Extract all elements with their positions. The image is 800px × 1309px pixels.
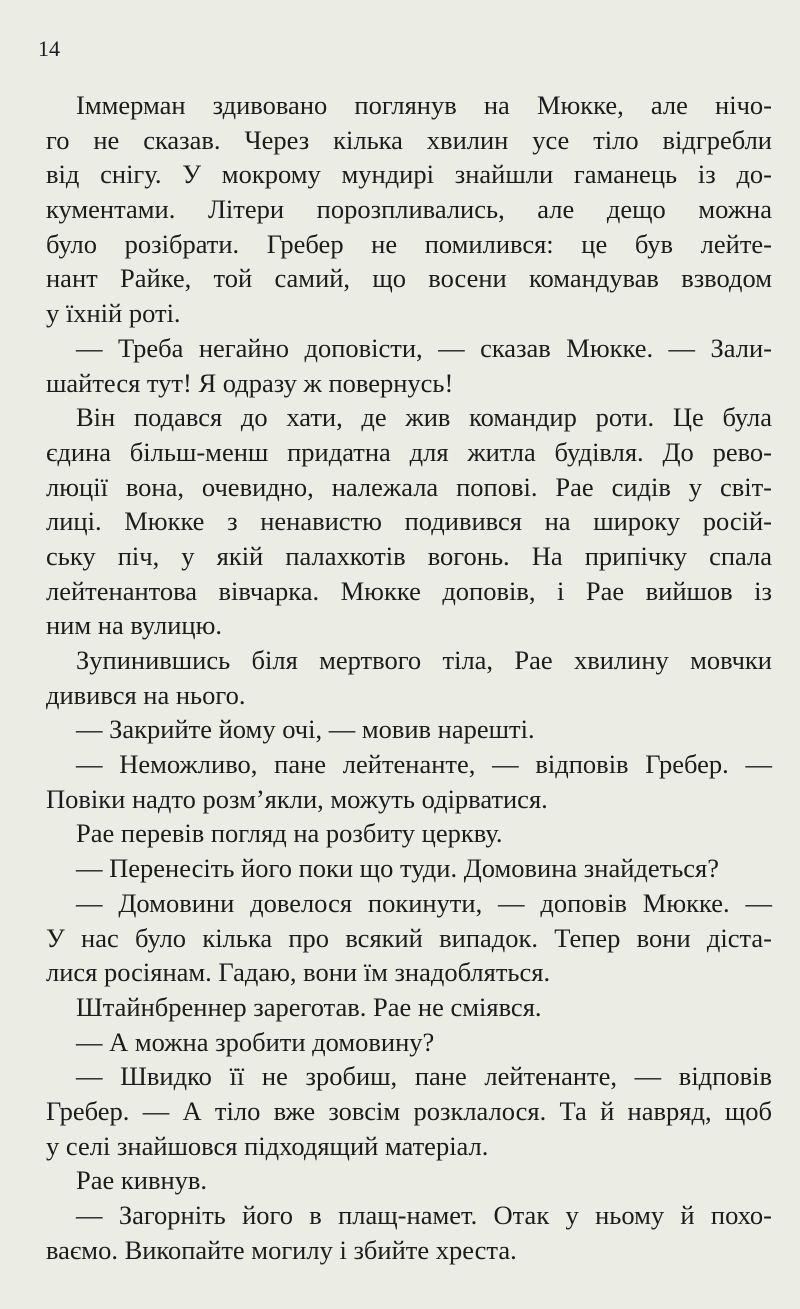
text-line: Рае перевів погляд на розбиту церкву. [76, 818, 503, 849]
paragraph [46, 88, 772, 331]
text-line: — Загорніть його в плащ-намет. Отак у ньому й похо- [76, 1200, 772, 1230]
text-line: Зупинившись біля мертвого тіла, Рае хвилину мовчки [76, 645, 772, 675]
text-line: від снігу. У мокрому мундирі знайшли гаманець із до- [46, 159, 772, 190]
paragraph [46, 1198, 772, 1267]
text-line: ваємо. Викопайте могилу і збийте хреста. [46, 1234, 517, 1265]
paragraph [46, 816, 772, 851]
text-line: було розібрати. Гребер не помилився: це був лейте- [46, 228, 772, 259]
text-line: У нас було кілька про всякий випадок. Тепер вони діста- [46, 922, 772, 953]
text-line: у селі знайшовся підходящий матеріал. [46, 1130, 489, 1161]
text-line: — Перенесіть його поки що туди. Домовина знайдеться? [76, 853, 720, 884]
text-line: — Треба негайно доповісти, — сказав Мюкке. — Зали- [76, 332, 772, 363]
text-line: шайтеся тут! Я одразу ж повернусь! [46, 367, 454, 398]
text-line: лейтенантова вівчарка. Мюкке доповів, і Рае вийшов із [46, 575, 772, 606]
text-line: у їхній роті. [46, 298, 181, 329]
text-line: Рае кивнув. [76, 1165, 208, 1196]
text-line: — Швидко її не зробиш, пане лейтенанте, — відповів [76, 1061, 772, 1092]
paragraph [46, 712, 772, 747]
text-line: го не сказав. Через кілька хвилин усе тіло відгребли [46, 124, 772, 155]
text-line: — Неможливо, пане лейтенанте, — відповів Гребер. — [76, 749, 772, 780]
text-line: — Закрийте йому очі, — мовив нарешті. [76, 714, 535, 745]
page-number: 14 [38, 36, 60, 61]
text-line: Іммерман здивовано поглянув на Мюкке, але нічо- [76, 90, 772, 120]
paragraph [46, 1163, 772, 1198]
text-line: єдина більш-менш придатна для житла будівля. До рево- [46, 436, 772, 467]
text-line: ську піч, у якій палахкотів вогонь. На припічку спала [46, 540, 772, 571]
text-line: Повіки надто розм’якли, можуть одірватися. [46, 783, 548, 814]
text-line: лиці. Мюкке з ненавистю подивився на широку росій- [46, 506, 772, 537]
paragraph [46, 643, 772, 712]
text-line: кументами. Літери порозпливались, але дещо можна [46, 194, 772, 225]
text-line: лися росіянам. Гадаю, вони їм знадобляться. [46, 957, 551, 988]
paragraph [46, 990, 772, 1025]
text-line: — Домовини довелося покинути, — доповів Мюкке. — [76, 887, 772, 918]
paragraph [46, 1059, 772, 1163]
text-line: Він подався до хати, де жив командир роти. Це була [76, 402, 772, 433]
text-line: люції вона, очевидно, належала попові. Рае сидів у світ- [46, 471, 772, 502]
text-line: Гребер. — А тіло вже зовсім розклалося. Та й навряд, щоб [46, 1095, 772, 1126]
paragraph [46, 851, 772, 886]
text-line: Штайнбреннер зареготав. Рае не сміявся. [76, 991, 542, 1022]
paragraph [46, 331, 772, 400]
body-text [46, 88, 772, 1267]
text-line: — А можна зробити домовину? [76, 1026, 435, 1057]
text-line: дивився на нього. [46, 679, 246, 710]
paragraph [46, 886, 772, 990]
text-line: нант Райке, той самий, що восени командував взводом [46, 263, 772, 294]
paragraph [46, 747, 772, 816]
paragraph [46, 400, 772, 643]
paragraph [46, 1025, 772, 1060]
text-line: ним на вулицю. [46, 610, 223, 641]
